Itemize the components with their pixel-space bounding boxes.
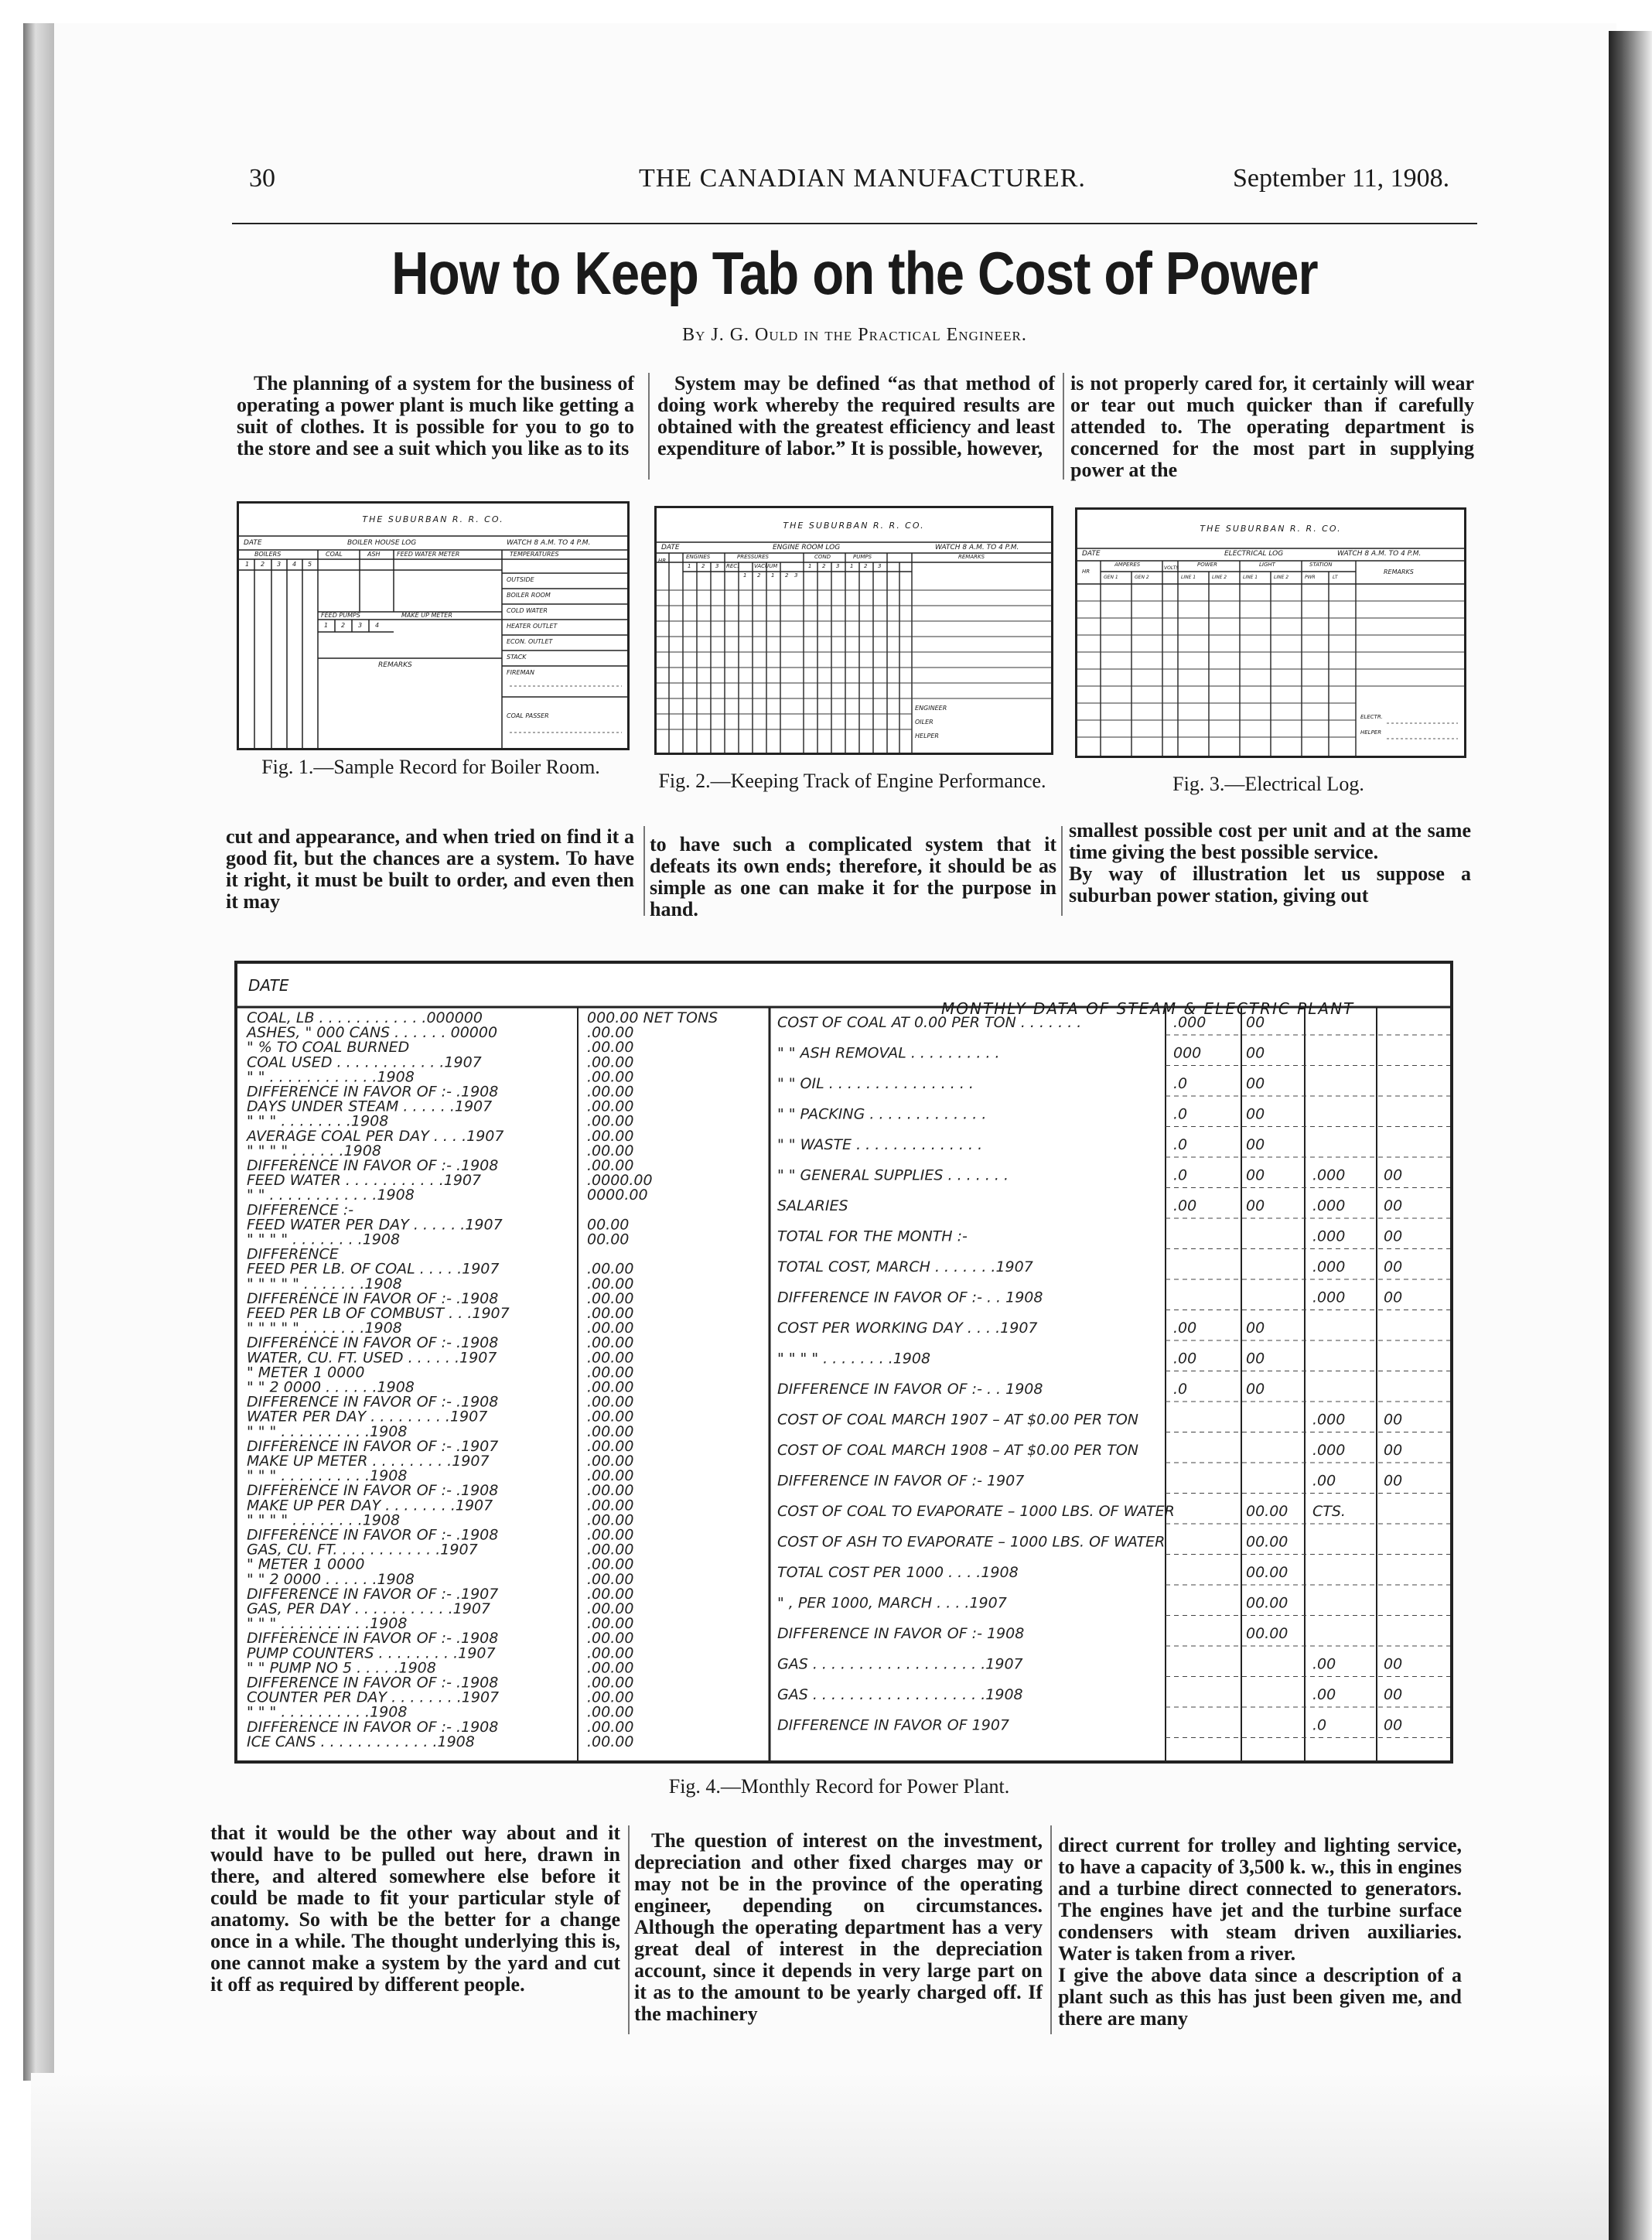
- column-separator: [628, 1825, 630, 2034]
- fig1-boiler-5: 5: [308, 561, 312, 568]
- fig4-right-col-3: CTS.: [1312, 1503, 1346, 1520]
- fig4-right-row-label: COST PER WORKING DAY . . . .1907: [777, 1320, 1038, 1337]
- fig2-sub2-2: 2: [757, 572, 761, 579]
- fig4-left-row-label: DIFFERENCE IN FAVOR OF :- .1907: [247, 1585, 499, 1603]
- fig4-left-row-value: .00.00: [587, 1112, 634, 1130]
- fig4-right-col-1: .000: [1173, 1014, 1207, 1031]
- fig4-left-row-label: DIFFERENCE IN FAVOR OF :- .1908: [247, 1482, 499, 1500]
- fig2-sub-p2: 2: [864, 563, 868, 569]
- fig4-right-col-1: .0: [1173, 1381, 1188, 1398]
- fig4-left-row-label: " " " " " . . . . . . .1908: [247, 1275, 402, 1292]
- fig2-helper: HELPER: [915, 732, 939, 739]
- fig4-left-row-value: .00.00: [587, 1689, 634, 1706]
- fig2-col-engines: ENGINES: [686, 554, 711, 560]
- fig4-right-row-label: DIFFERENCE IN FAVOR OF :- . . 1908: [777, 1381, 1043, 1398]
- fig3-sub-line2b: LINE 2: [1274, 575, 1289, 580]
- fig4-left-row-value: .00.00: [587, 1053, 634, 1071]
- fig2-col-cond: COND: [814, 554, 831, 560]
- fig4-left-row-value: .00.00: [587, 1585, 634, 1603]
- fig4-right-col-3: .000: [1312, 1166, 1346, 1184]
- fig3-date-label: DATE: [1082, 550, 1101, 558]
- fig4-left-row-label: AVERAGE COAL PER DAY . . . .1907: [247, 1127, 504, 1145]
- fig4-left-row-value: .00.00: [587, 1497, 634, 1514]
- fig4-left-row-label: " " PUMP NO 5 . . . . .1908: [247, 1659, 436, 1677]
- fig4-left-row-label: " " " . . . . . . . . . .1908: [247, 1422, 408, 1440]
- fig4-left-row-value: .00.00: [587, 1526, 634, 1544]
- fig1-temp-heater: HEATER OUTLET: [507, 623, 558, 630]
- fig2-sub-p3: 3: [878, 563, 882, 569]
- fig3-company: THE SUBURBAN R. R. CO.: [1200, 524, 1342, 534]
- fig4-left-row-value: .00.00: [587, 1555, 634, 1573]
- bottom-column-2: The question of interest on the investment, depreciation and other fixed charges may or may not be in the province of the operating engineer, depending on circumstances. Although the operating department has a very great deal of interest in the depreciation account, since it depends in very large part on it as to the amount to be yearly charged off. If the machinery: [634, 1829, 1043, 2025]
- fig2-caption: Fig. 2.—Keeping Track of Engine Performance.: [658, 770, 1046, 792]
- fig1-col-feedwater: FEED WATER METER: [397, 551, 460, 558]
- fig1-col-temperatures: TEMPERATURES: [510, 551, 559, 558]
- fig3-electr: ELECTR.: [1360, 714, 1383, 720]
- fig3-sub-line2: LINE 2: [1212, 575, 1227, 580]
- fig4-left-row-label: FEED WATER PER DAY . . . . . .1907: [247, 1216, 503, 1234]
- fig4-left-row-label: COAL, LB . . . . . . . . . . . .000000: [247, 1009, 483, 1026]
- fig4-left-row-value: .00.00: [587, 1437, 634, 1455]
- fig4-left-row-label: FEED PER LB. OF COAL . . . . .1907: [247, 1260, 500, 1278]
- fig4-left-row-label: PUMP COUNTERS . . . . . . . . .1907: [247, 1644, 496, 1662]
- fig4-right-col-2: 00: [1246, 1350, 1265, 1368]
- fig1-col-ash: ASH: [367, 551, 381, 558]
- fig2-sub-vacuum: VACUUM: [754, 563, 778, 569]
- fig2-col-pumps: PUMPS: [853, 554, 872, 560]
- fig4-right-row-label: " , PER 1000, MARCH . . . .1907: [777, 1594, 1007, 1612]
- fig4-left-row-value: .00.00: [587, 1703, 634, 1721]
- fig4-left-row-label: MAKE UP PER DAY . . . . . . . .1907: [247, 1497, 493, 1514]
- fig4-left-row-label: " METER 1 0000: [247, 1364, 365, 1381]
- fig1-temp-boiler-room: BOILER ROOM: [507, 592, 551, 599]
- fig4-right-col-1: .0: [1173, 1105, 1188, 1123]
- fig1-pump-4: 4: [375, 622, 380, 629]
- fig4-left-row-label: ASHES, " 000 CANS . . . . . . 00000: [247, 1024, 498, 1042]
- fig4-right-col-4: 00: [1384, 1289, 1403, 1306]
- fig4-right-row-label: " " PACKING . . . . . . . . . . . . .: [777, 1105, 987, 1123]
- fig4-right-col-2: 00.00: [1246, 1594, 1288, 1612]
- fig2-sub2-1: 1: [743, 572, 747, 579]
- fig4-right-col-3: .00: [1312, 1655, 1336, 1673]
- fig3-sub-gen1: GEN 1: [1104, 575, 1118, 580]
- fig4-right-col-4: 00: [1384, 1411, 1403, 1429]
- fig4-left-row-label: " " " . . . . . . . . . .1908: [247, 1703, 408, 1721]
- fig3-sub-line1: LINE 1: [1181, 575, 1196, 580]
- fig2-oiler: OILER: [915, 719, 934, 726]
- fig4-left-row-value: .00.00: [587, 1349, 634, 1367]
- fig4-right-col-2: 00: [1246, 1166, 1265, 1184]
- fig4-left-row-label: " METER 1 0000: [247, 1555, 365, 1573]
- fig4-left-row-value: 00.00: [587, 1216, 630, 1234]
- fig4-left-row-label: MAKE UP METER . . . . . . . . .1907: [247, 1453, 490, 1470]
- fig4-right-col-4: 00: [1384, 1228, 1403, 1245]
- fig1-boiler-2: 2: [261, 561, 265, 568]
- fig4-right-col-4: 00: [1384, 1472, 1403, 1490]
- fig4-right-row-label: GAS . . . . . . . . . . . . . . . . . . .1908: [777, 1686, 1023, 1703]
- fig1-pump-3: 3: [358, 622, 363, 629]
- fig4-left-row-label: GAS, PER DAY . . . . . . . . . . .1907: [247, 1600, 491, 1617]
- fig4-left-row-value: .00.00: [587, 1289, 634, 1307]
- page-bottom-shadow: [31, 2073, 1609, 2240]
- fig4-right-row-label: " " ASH REMOVAL . . . . . . . . . .: [777, 1044, 1000, 1062]
- fig3-col-amperes: AMPERES: [1114, 562, 1141, 568]
- fig4-caption: Fig. 4.—Monthly Record for Power Plant.: [668, 1775, 1010, 1798]
- fig4-date-label: DATE: [248, 976, 289, 995]
- fig4-right-col-3: .0: [1312, 1716, 1327, 1734]
- fig4-left-row-value: .00.00: [587, 1142, 634, 1159]
- fig3-col-station: STATION: [1309, 562, 1333, 568]
- fig2-col-pressures: PRESSURES: [737, 554, 769, 560]
- fig2-sub-2: 2: [701, 563, 705, 569]
- fig4-right-col-3: .000: [1312, 1258, 1346, 1275]
- fig1-coal-passer: COAL PASSER: [507, 712, 549, 719]
- fig4-left-row-value: .00.00: [587, 1733, 634, 1750]
- fig4-right-col-3: .00: [1312, 1686, 1336, 1703]
- fig4-right-col-3: .000: [1312, 1197, 1346, 1214]
- fig4-right-row-label: DIFFERENCE IN FAVOR OF 1907: [777, 1716, 1010, 1734]
- fig4-left-row-label: " " 2 0000 . . . . . .1908: [247, 1570, 415, 1588]
- column-separator: [1061, 826, 1063, 916]
- bottom-column-1: that it would be the other way about and it would have to be pulled out here, drawn in there, and altered somewhere else before it could be made to fit your particular style of anatomy. So with be the better for a change once in a while. The thought underlying this is, one cannot make a system by the yard and cut it off as required by different people.: [210, 1822, 620, 1996]
- fig4-right-col-2: 00: [1246, 1320, 1265, 1337]
- fig4-left-row-label: " " . . . . . . . . . . . .1908: [247, 1187, 415, 1204]
- fig4-left-row-value: .00.00: [587, 1659, 634, 1677]
- fig2-sub2-4: 2: [785, 572, 789, 579]
- fig3-col-hr: HR: [1082, 569, 1091, 575]
- fig4-left-row-value: .00.00: [587, 1393, 634, 1411]
- fig4-left-row-value: .00.00: [587, 1127, 634, 1145]
- fig2-sub-c3: 3: [836, 563, 840, 569]
- fig4-left-row-label: " % TO COAL BURNED: [247, 1039, 410, 1057]
- fig4-left-row-label: WATER, CU. FT. USED . . . . . .1907: [247, 1349, 497, 1367]
- fig2-col-remarks: REMARKS: [958, 554, 985, 560]
- fig4-left-row-label: COAL USED . . . . . . . . . . . .1907: [247, 1053, 482, 1071]
- fig2-engine-room-log: [654, 506, 1053, 755]
- fig4-left-row-value: .00.00: [587, 1408, 634, 1426]
- fig4-right-col-1: .00: [1173, 1350, 1197, 1368]
- fig4-right-row-label: COST OF COAL MARCH 1908 – AT $0.00 PER TON: [777, 1442, 1138, 1459]
- fig4-left-row-label: DAYS UNDER STEAM . . . . . .1907: [247, 1098, 493, 1115]
- fig4-right-col-3: .000: [1312, 1228, 1346, 1245]
- fig4-left-row-value: .00.00: [587, 1024, 634, 1042]
- fig1-pump-1: 1: [324, 622, 329, 629]
- fig4-left-row-value: .00.00: [587, 1305, 634, 1322]
- fig4-right-row-label: TOTAL COST PER 1000 . . . .1908: [777, 1564, 1019, 1581]
- fig1-col-boilers: BOILERS: [254, 551, 282, 558]
- fig3-col-remarks: REMARKS: [1384, 569, 1414, 575]
- fig4-left-row-label: " " 2 0000 . . . . . .1908: [247, 1378, 415, 1396]
- fig1-temp-cold-water: COLD WATER: [507, 607, 548, 614]
- fig2-col-hr: HR.: [658, 558, 668, 564]
- fig1-log-title: BOILER HOUSE LOG: [347, 539, 417, 547]
- top-column-2: System may be defined “as that method of doing work whereby the required results are obtained with the greatest efficiency and least expenditure of labor.” It is possible, however,: [657, 372, 1055, 459]
- fig4-right-row-label: " " OIL . . . . . . . . . . . . . . . .: [777, 1075, 974, 1092]
- fig4-left-row-value: 00.00: [587, 1231, 630, 1248]
- fig4-right-col-2: 00.00: [1246, 1625, 1288, 1642]
- header-rule: [232, 223, 1477, 224]
- fig4-right-row-label: " " GENERAL SUPPLIES . . . . . . .: [777, 1166, 1009, 1184]
- fig4-left-row-label: DIFFERENCE IN FAVOR OF :- .1908: [247, 1083, 499, 1101]
- fig4-right-col-2: 00: [1246, 1381, 1265, 1398]
- fig4-left-row-value: .00.00: [587, 1570, 634, 1588]
- fig4-left-row-label: " " " " . . . . . . . .1908: [247, 1511, 401, 1529]
- fig1-remarks: REMARKS: [378, 661, 412, 669]
- fig4-left-row-label: ICE CANS . . . . . . . . . . . . .1908: [247, 1733, 475, 1750]
- fig4-left-row-value: .0000.00: [587, 1172, 653, 1190]
- fig3-watch: WATCH 8 A.M. TO 4 P.M.: [1337, 550, 1422, 558]
- fig4-right-row-label: DIFFERENCE IN FAVOR OF :- 1908: [777, 1625, 1025, 1642]
- fig4-right-col-1: .0: [1173, 1166, 1188, 1184]
- fig4-right-col-2: 00: [1246, 1105, 1265, 1123]
- fig2-sub-1: 1: [688, 563, 691, 569]
- fig1-temp-econ: ECON. OUTLET: [507, 638, 553, 645]
- fig4-left-row-label: DIFFERENCE IN FAVOR OF :- .1908: [247, 1157, 499, 1174]
- fig4-right-col-1: 000: [1173, 1044, 1202, 1062]
- fig1-feed-pumps: FEED PUMPS: [321, 612, 360, 619]
- fig4-right-row-label: COST OF ASH TO EVAPORATE – 1000 LBS. OF WATER: [777, 1533, 1166, 1551]
- fig1-caption: Fig. 1.—Sample Record for Boiler Room.: [261, 756, 600, 778]
- fig3-caption: Fig. 3.—Electrical Log.: [1172, 773, 1364, 795]
- fig4-left-row-label: DIFFERENCE IN FAVOR OF :- .1908: [247, 1289, 499, 1307]
- fig1-temp-stack: STACK: [507, 654, 527, 661]
- fig2-watch: WATCH 8 A.M. TO 4 P.M.: [935, 544, 1019, 551]
- fig4-left-row-value: .00.00: [587, 1615, 634, 1633]
- fig4-right-col-2: 00.00: [1246, 1564, 1288, 1581]
- fig1-boiler-house-log: [237, 501, 630, 750]
- fig4-right-col-4: 00: [1384, 1166, 1403, 1184]
- fig4-left-row-value: .00.00: [587, 1630, 634, 1648]
- fig4-right-col-2: 00: [1246, 1136, 1265, 1153]
- bottom-column-3: direct current for trolley and lighting service, to have a capacity of 3,500 k. w., this in engines and a turbine direct connected to generators. The engines have jet and the turbine surface condensers with steam driven auxiliaries. Water is taken from a river. I give the above data since a description of a plant such as this has just been given me, and there are many: [1058, 1834, 1462, 2030]
- fig1-makeup-meter: MAKE UP METER: [401, 612, 452, 619]
- fig4-right-row-label: COST OF COAL MARCH 1907 – AT $0.00 PER TON: [777, 1411, 1138, 1429]
- publication-name: THE CANADIAN MANUFACTURER.: [639, 164, 1086, 193]
- fig2-sub2-3: 1: [771, 572, 775, 579]
- fig4-right-col-4: 00: [1384, 1686, 1403, 1703]
- fig1-date-label: DATE: [244, 539, 262, 547]
- fig3-col-volts: VOLTS: [1164, 565, 1179, 571]
- fig1-fireman: FIREMAN: [507, 669, 534, 676]
- issue-date: September 11, 1908.: [1233, 164, 1450, 193]
- fig4-left-row-label: COUNTER PER DAY . . . . . . . .1907: [247, 1689, 500, 1706]
- fig3-sub-line1b: LINE 1: [1243, 575, 1258, 580]
- fig4-left-row-label: DIFFERENCE IN FAVOR OF :- .1908: [247, 1674, 499, 1692]
- fig4-right-row-label: " " WASTE . . . . . . . . . . . . . .: [777, 1136, 983, 1153]
- fig2-log-title: ENGINE ROOM LOG: [773, 544, 841, 551]
- column-separator: [1063, 373, 1064, 480]
- fig4-left-row-value: .00.00: [587, 1320, 634, 1337]
- fig4-right-row-label: COST OF COAL TO EVAPORATE – 1000 LBS. OF WATER: [777, 1503, 1175, 1520]
- fig4-left-row-value: .00.00: [587, 1467, 634, 1485]
- fig4-right-col-3: .00: [1312, 1472, 1336, 1490]
- fig4-left-row-value: .00.00: [587, 1482, 634, 1500]
- fig4-left-row-value: .00.00: [587, 1378, 634, 1396]
- middle-column-1: cut and appearance, and when tried on find it a good fit, but the chances are a system. To have it right, it must be built to order, and even then it may: [226, 825, 634, 913]
- fig4-left-row-label: GAS, CU. FT. . . . . . . . . . . .1907: [247, 1541, 478, 1559]
- fig4-left-row-label: FEED PER LB OF COMBUST . . .1907: [247, 1305, 510, 1322]
- fig4-left-row-label: WATER PER DAY . . . . . . . . .1907: [247, 1408, 488, 1426]
- fig4-right-col-4: 00: [1384, 1258, 1403, 1275]
- fig4-left-row-value: .00.00: [587, 1541, 634, 1559]
- fig4-monthly-record: [234, 961, 1453, 1764]
- fig3-electrical-log: [1075, 507, 1466, 758]
- fig4-left-row-label: " " " " . . . . . .1908: [247, 1142, 381, 1159]
- fig2-sub-c2: 2: [822, 563, 826, 569]
- fig3-helper: HELPER: [1360, 729, 1382, 736]
- fig3-sub-lt: LT: [1333, 575, 1338, 580]
- fig4-left-row-label: DIFFERENCE IN FAVOR OF :- .1908: [247, 1393, 499, 1411]
- fig4-left-row-label: DIFFERENCE IN FAVOR OF :- .1907: [247, 1437, 499, 1455]
- top-column-1: The planning of a system for the business of operating a power plant is much like getting a suit of clothes. It is possible for you to go to the store and see a suit which you like as to its: [237, 372, 634, 459]
- middle-column-2: to have such a complicated system that it defeats its own ends; therefore, it should be as simple as one can make it for the purpose in hand.: [650, 833, 1056, 920]
- page-right-edge: [1609, 31, 1652, 2240]
- fig1-boiler-3: 3: [277, 561, 282, 568]
- fig1-col-coal: COAL: [326, 551, 343, 558]
- fig4-right-col-3: .000: [1312, 1442, 1346, 1459]
- fig4-left-row-value: .00.00: [587, 1422, 634, 1440]
- fig4-right-row-label: DIFFERENCE IN FAVOR OF :- . . 1908: [777, 1289, 1043, 1306]
- fig4-left-row-label: " " " . . . . . . . .1908: [247, 1112, 389, 1130]
- fig4-right-col-4: 00: [1384, 1716, 1403, 1734]
- fig4-right-col-2: 00: [1246, 1044, 1265, 1062]
- fig2-sub2-5: 3: [794, 572, 798, 579]
- fig2-company: THE SUBURBAN R. R. CO.: [783, 521, 925, 531]
- fig3-col-light: LIGHT: [1259, 562, 1275, 568]
- fig4-right-col-2: 00.00: [1246, 1533, 1288, 1551]
- fig2-sub-3: 3: [715, 563, 719, 569]
- fig3-col-power: POWER: [1197, 562, 1217, 568]
- fig4-right-col-2: 00: [1246, 1075, 1265, 1092]
- fig4-left-row-value: .00.00: [587, 1718, 634, 1736]
- fig2-sub-rec: REC.: [726, 563, 739, 569]
- article-title: How to Keep Tab on the Cost of Power: [391, 239, 1318, 307]
- fig1-pump-2: 2: [341, 622, 346, 629]
- fig4-left-row-label: FEED WATER . . . . . . . . . . .1907: [247, 1172, 482, 1190]
- fig4-right-col-4: 00: [1384, 1197, 1403, 1214]
- fig4-right-row-label: COST OF COAL AT 0.00 PER TON . . . . . . .: [777, 1014, 1082, 1031]
- fig4-left-row-label: " " . . . . . . . . . . . .1908: [247, 1068, 415, 1086]
- fig4-right-row-label: GAS . . . . . . . . . . . . . . . . . . .1907: [777, 1655, 1023, 1673]
- fig4-right-col-2: 00.00: [1246, 1503, 1288, 1520]
- fig4-heading: MONTHLY DATA OF STEAM & ELECTRIC PLANT: [941, 999, 1355, 1018]
- fig2-engineer: ENGINEER: [915, 705, 947, 712]
- fig4-left-row-value: 000.00 NET TONS: [587, 1009, 718, 1026]
- fig4-right-col-3: .000: [1312, 1411, 1346, 1429]
- fig1-temp-outside: OUTSIDE: [507, 576, 534, 583]
- fig4-left-row-value: .00.00: [587, 1364, 634, 1381]
- fig3-log-title: ELECTRICAL LOG: [1224, 550, 1284, 558]
- fig4-left-row-label: " " " " . . . . . . . .1908: [247, 1231, 401, 1248]
- fig4-right-col-2: 00: [1246, 1014, 1265, 1031]
- fig4-left-row-value: .00.00: [587, 1083, 634, 1101]
- middle-column-3: smallest possible cost per unit and at the same time giving the best possible service. By way of illustration let us suppose a suburban power station, giving out: [1069, 819, 1471, 907]
- fig1-boiler-4: 4: [292, 561, 297, 568]
- column-separator: [1050, 1825, 1052, 2034]
- fig4-left-row-value: .00.00: [587, 1157, 634, 1174]
- fig4-right-col-1: .00: [1173, 1320, 1197, 1337]
- fig3-sub-gen2: GEN 2: [1135, 575, 1149, 580]
- fig2-sub-p1: 1: [850, 563, 854, 569]
- fig4-grid: [237, 964, 1450, 1760]
- fig4-right-col-1: .00: [1173, 1197, 1197, 1214]
- fig4-right-col-3: .000: [1312, 1289, 1346, 1306]
- column-separator: [643, 826, 645, 916]
- fig2-sub-c1: 1: [808, 563, 812, 569]
- fig4-left-row-value: .00.00: [587, 1275, 634, 1292]
- fig4-right-row-label: SALARIES: [777, 1197, 848, 1214]
- fig4-left-row-value: .00.00: [587, 1039, 634, 1057]
- fig4-left-row-label: DIFFERENCE IN FAVOR OF :- .1908: [247, 1718, 499, 1736]
- fig4-left-row-value: .00.00: [587, 1511, 634, 1529]
- fig4-left-row-label: DIFFERENCE :-: [247, 1201, 354, 1219]
- fig4-right-col-1: .0: [1173, 1136, 1188, 1153]
- fig4-right-col-4: 00: [1384, 1442, 1403, 1459]
- fig4-right-row-label: TOTAL COST, MARCH . . . . . . .1907: [777, 1258, 1033, 1275]
- top-column-3: is not properly cared for, it certainly will wear or tear out much quicker than if carefully attended to. The operating department is concerned for the most part in supplying power at the: [1070, 372, 1474, 481]
- fig4-left-row-value: .00.00: [587, 1334, 634, 1352]
- fig4-left-row-value: .00.00: [587, 1600, 634, 1617]
- fig4-left-row-label: DIFFERENCE IN FAVOR OF :- .1908: [247, 1526, 499, 1544]
- fig1-watch: WATCH 8 A.M. TO 4 P.M.: [507, 539, 591, 547]
- fig4-right-row-label: " " " " . . . . . . . .1908: [777, 1350, 931, 1368]
- column-separator: [648, 373, 650, 480]
- fig3-sub-pwr: PWR: [1305, 575, 1316, 580]
- fig4-right-col-4: 00: [1384, 1655, 1403, 1673]
- book-spine: [23, 23, 54, 2081]
- fig4-left-row-label: DIFFERENCE IN FAVOR OF :- .1908: [247, 1630, 499, 1648]
- page-number: 30: [249, 164, 275, 193]
- fig4-right-col-1: .0: [1173, 1075, 1188, 1092]
- fig4-left-row-value: .00.00: [587, 1674, 634, 1692]
- fig4-right-col-2: 00: [1246, 1197, 1265, 1214]
- fig4-left-row-value: .00.00: [587, 1644, 634, 1662]
- fig4-right-row-label: TOTAL FOR THE MONTH :-: [777, 1228, 968, 1245]
- article-byline: By J. G. Ould in the Practical Engineer.: [682, 325, 1027, 345]
- fig4-left-row-label: DIFFERENCE IN FAVOR OF :- .1908: [247, 1334, 499, 1352]
- fig4-left-row-value: .00.00: [587, 1260, 634, 1278]
- fig4-left-row-label: " " " . . . . . . . . . .1908: [247, 1615, 408, 1633]
- fig4-left-row-label: " " " . . . . . . . . . .1908: [247, 1467, 408, 1485]
- fig4-left-row-label: DIFFERENCE: [247, 1245, 339, 1263]
- fig4-right-row-label: DIFFERENCE IN FAVOR OF :- 1907: [777, 1472, 1025, 1490]
- fig1-company: THE SUBURBAN R. R. CO.: [362, 514, 504, 524]
- fig4-left-row-value: .00.00: [587, 1098, 634, 1115]
- fig4-left-row-label: " " " " " . . . . . . .1908: [247, 1320, 402, 1337]
- fig4-left-row-value: .00.00: [587, 1453, 634, 1470]
- fig4-left-row-value: 0000.00: [587, 1187, 648, 1204]
- fig1-boiler-1: 1: [245, 561, 250, 568]
- fig2-date-label: DATE: [661, 544, 680, 551]
- fig4-left-row-value: .00.00: [587, 1068, 634, 1086]
